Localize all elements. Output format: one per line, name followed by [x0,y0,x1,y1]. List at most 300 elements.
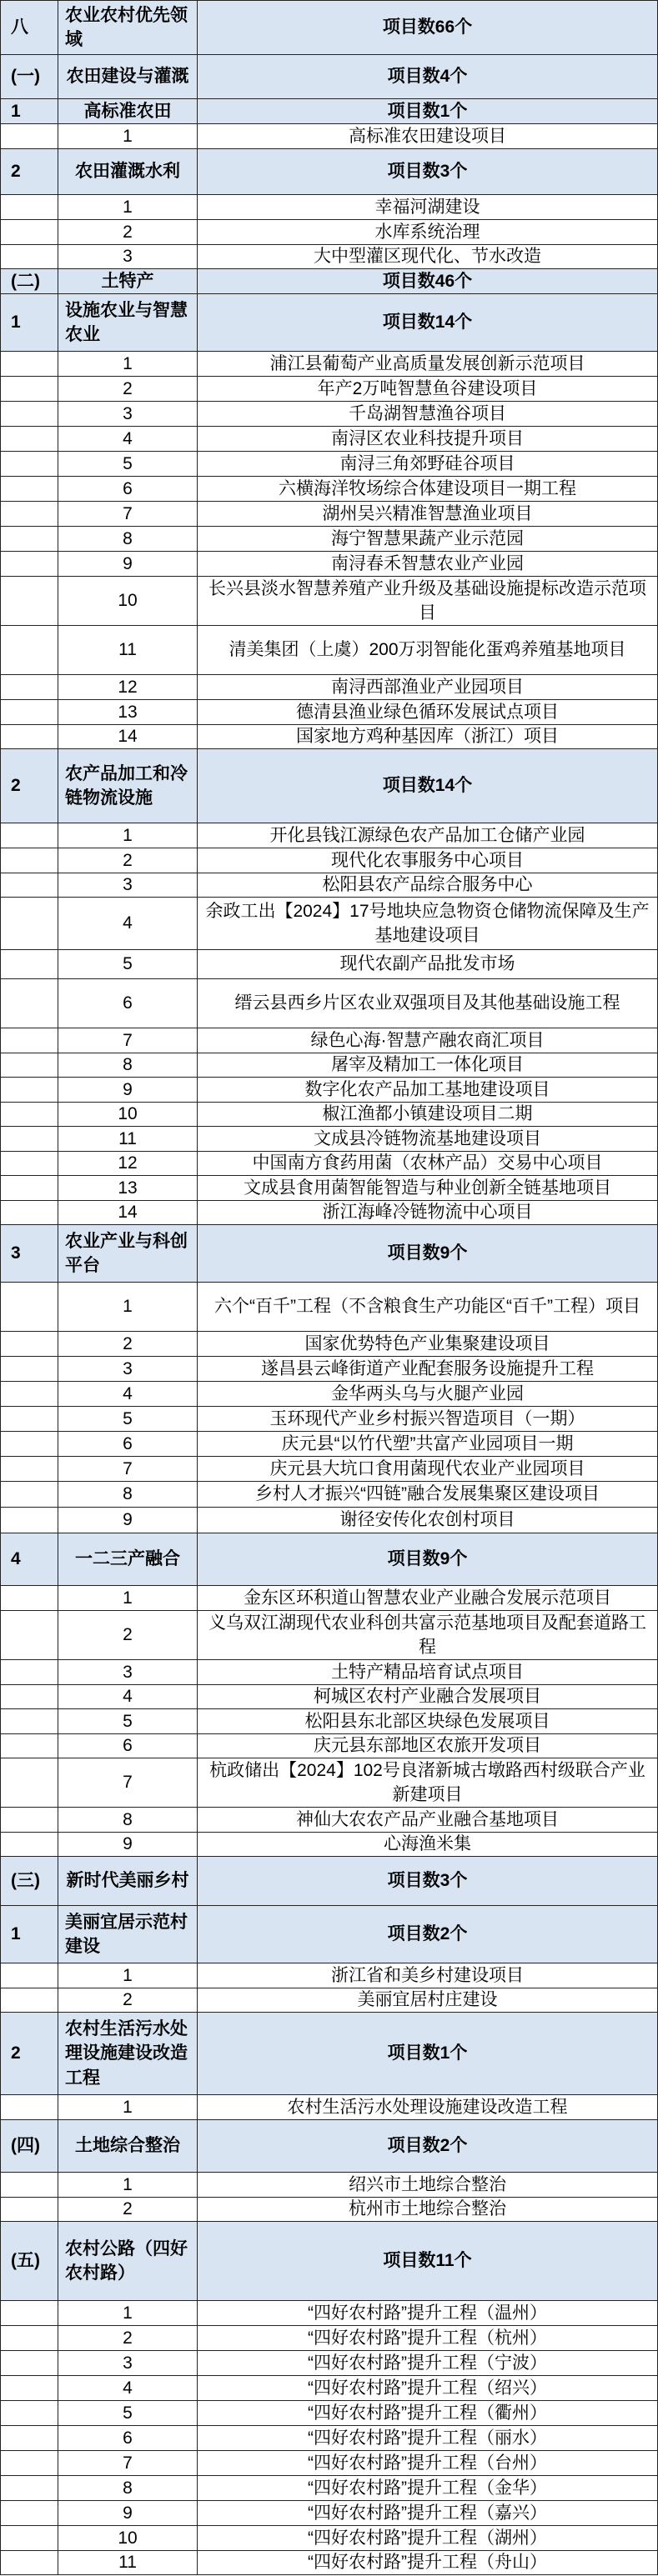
item-number [58,1382,198,1407]
empty-cell [1,1152,58,1176]
item-name-text: “四好农村路”提升工程（绍兴） [308,2378,547,2398]
item-row [1,873,658,898]
item-number-text: 11 [118,2553,137,2573]
item-name [198,2198,658,2222]
subcategory-project-count-text: 项目数9个 [387,1243,468,1263]
subcategory-number-text: 3 [11,1243,21,1263]
item-number-text: 7 [123,1030,133,1050]
empty-cell [1,1685,58,1709]
item-name [198,1758,658,1808]
item-name [198,1734,658,1758]
item-number [58,2476,198,2501]
item-number-text: 13 [118,702,138,722]
item-number [58,626,198,675]
item-number [58,577,198,626]
item-name-text: “四好农村路”提升工程（温州） [308,2303,547,2323]
category-number-text: (二) [11,271,40,291]
item-number-text: 8 [123,2478,133,2498]
item-name-text: 松阳县东北部区块绿色发展项目 [304,1711,550,1731]
category-number [1,2222,58,2301]
item-number [58,2198,198,2222]
item-name [198,626,658,675]
item-name-text: 浙江海峰冷链物流中心项目 [322,1203,533,1223]
empty-cell [1,2551,58,2575]
item-number-text: 9 [123,1510,133,1530]
item-name [198,2326,658,2351]
item-name [198,402,658,427]
item-name [198,1382,658,1407]
category-project-count [198,2120,658,2173]
category-name-text: 农田建设与灌溉 [66,67,189,87]
item-name-text: 美丽宜居村庄建设 [357,1990,498,2010]
item-name-text: 庆元县大坑口食用菌现代农业产业园项目 [269,1458,585,1478]
item-number-text: 2 [123,378,133,398]
item-row [1,1586,658,1611]
item-name-text: 缙云县西乡片区农业双强项目及其他基础设施工程 [234,993,620,1013]
empty-cell [1,2376,58,2401]
item-name-text: 乡村人才振兴“四链”融合发展集聚区建设项目 [255,1484,600,1504]
item-number [58,1611,198,1660]
item-number-text: 7 [123,1773,133,1793]
item-name-text: “四好农村路”提升工程（舟山） [308,2553,547,2573]
item-number [58,2501,198,2526]
empty-cell [1,873,58,898]
item-row [1,124,658,149]
item-number [58,2376,198,2401]
item-number [58,245,198,269]
empty-cell [1,700,58,725]
item-number [58,1988,198,2013]
item-number [58,452,198,477]
subcategory-number [1,99,58,124]
subcategory-number [1,2013,58,2095]
item-name [198,2526,658,2551]
empty-cell [1,1176,58,1201]
item-number-text: 5 [123,1408,133,1428]
item-row [1,477,658,502]
item-number-text: 1 [123,825,133,845]
item-number-text: 9 [123,1079,133,1099]
item-number [58,1808,198,1833]
item-name-text: “四好农村路”提升工程（嘉兴） [308,2503,547,2523]
item-number [58,675,198,700]
item-name [198,1028,658,1053]
item-number-text: 8 [123,1484,133,1504]
subcategory-number-text: 1 [11,101,21,121]
item-number-text: 5 [123,954,133,974]
empty-cell [1,452,58,477]
item-name-text: 屠宰及精加工一体化项目 [331,1055,524,1075]
subcategory-number-text: 1 [11,1924,21,1944]
item-row [1,195,658,220]
item-name [198,700,658,725]
item-row [1,1482,658,1508]
item-name [198,2401,658,2426]
empty-cell [1,245,58,269]
subcategory-project-count-text: 项目数1个 [387,2043,468,2063]
empty-cell [1,124,58,149]
item-name [198,2301,658,2326]
item-name [198,1963,658,1988]
item-number-text: 2 [123,2328,133,2348]
item-number-text: 2 [123,2199,133,2219]
item-name-text: 绿色心海·智慧产融农商汇项目 [310,1030,545,1050]
item-number-text: 12 [118,677,138,697]
item-row [1,1611,658,1660]
item-number [58,195,198,220]
empty-cell [1,1988,58,2013]
item-name-text: “四好农村路”提升工程（杭州） [308,2328,547,2348]
subcategory-row [1,2013,658,2095]
empty-cell [1,2301,58,2326]
item-row [1,823,658,848]
item-name-text: 松阳县农产品综合服务中心 [322,875,533,895]
item-name-text: 千岛湖智慧渔谷项目 [349,403,506,423]
item-row [1,577,658,626]
subcategory-project-count-text: 项目数14个 [382,776,473,796]
item-name [198,124,658,149]
item-number-text: 1 [123,1588,133,1608]
category-project-count-text: 项目数2个 [387,2136,468,2156]
item-name-text: 六横海洋牧场综合体建设项目一期工程 [279,478,576,498]
item-number-text: 7 [123,503,133,523]
item-name [198,2451,658,2476]
item-row [1,898,658,950]
empty-cell [1,675,58,700]
category-number [1,55,58,99]
item-number [58,1103,198,1127]
empty-cell [1,1407,58,1432]
item-name-text: “四好农村路”提升工程（湖州） [308,2528,547,2548]
item-number-text: 3 [123,875,133,895]
subcategory-name [58,149,198,195]
item-number-text: 7 [123,1458,133,1478]
item-number [58,2451,198,2476]
empty-cell [1,725,58,749]
item-number-text: 11 [118,1128,137,1148]
subcategory-project-count [198,294,658,352]
item-name [198,1103,658,1127]
item-number [58,2551,198,2575]
empty-cell [1,220,58,245]
item-row [1,245,658,269]
section-project-count-text: 项目数66个 [382,18,473,38]
item-number-text: 1 [123,126,133,146]
category-name [58,2120,198,2173]
item-name [198,1482,658,1508]
category-name-text: 土特产 [101,271,154,291]
subcategory-number-text: 1 [11,313,21,333]
item-name-text: 南浔春禾智慧农业产业园 [331,553,524,573]
section-number [1,1,58,55]
item-number-text: 3 [123,403,133,423]
item-name [198,2095,658,2120]
empty-cell [1,427,58,452]
item-row [1,2301,658,2326]
item-name [198,2351,658,2376]
empty-cell [1,823,58,848]
item-name-text: 义乌双江湖现代农业科创共富示范基地项目及配套道路工程 [208,1613,646,1657]
item-number-text: 1 [123,2097,133,2117]
item-row [1,626,658,675]
subcategory-project-count-text: 项目数3个 [387,162,468,182]
item-number [58,823,198,848]
item-name [198,552,658,577]
subcategory-project-count [198,749,658,823]
item-name-text: 遂昌县云峰街道产业配套服务设施提升工程 [261,1358,594,1378]
empty-cell [1,552,58,577]
item-name-text: 数字化农产品加工基地建设项目 [304,1079,550,1099]
section-project-count [198,1,658,55]
item-name [198,950,658,979]
item-number [58,1176,198,1201]
item-row [1,848,658,873]
item-row [1,1457,658,1482]
item-name-text: 南浔区农业科技提升项目 [331,428,524,448]
empty-cell [1,1201,58,1225]
empty-cell [1,626,58,675]
item-number-text: 1 [123,1965,133,1985]
item-name [198,1201,658,1225]
item-row [1,1053,658,1078]
item-row [1,527,658,552]
item-number-text: 11 [118,640,137,660]
item-number-text: 2 [123,222,133,242]
subcategory-project-count [198,2013,658,2095]
category-number-text: (四) [11,2136,40,2156]
item-row [1,1382,658,1407]
item-number-text: 3 [123,1662,133,1682]
item-row [1,1988,658,2013]
item-row [1,1508,658,1533]
category-row [1,269,658,294]
item-name-text: 六个“百千”工程（不含粮食生产功能区“百千”工程）项目 [214,1297,640,1317]
item-number-text: 9 [123,1834,133,1854]
empty-cell [1,979,58,1028]
item-row [1,1201,658,1225]
empty-cell [1,1808,58,1833]
item-name-text: 金东区环积道山智慧农业产业融合发展示范项目 [244,1588,611,1608]
empty-cell [1,2401,58,2426]
subcategory-row [1,294,658,352]
category-name-text: 新时代美丽乡村 [66,1871,189,1891]
item-name [198,1508,658,1533]
item-name-text: 土特产精品培育试点项目 [331,1662,524,1682]
empty-cell [1,950,58,979]
item-row [1,220,658,245]
empty-cell [1,1078,58,1103]
item-number [58,2173,198,2198]
item-row [1,1357,658,1382]
category-row [1,2120,658,2173]
subcategory-row [1,149,658,195]
item-number-text: 6 [123,478,133,498]
item-number-text: 2 [123,850,133,870]
item-name-text: “四好农村路”提升工程（衢州） [308,2403,547,2423]
item-name-text: “四好农村路”提升工程（丽水） [308,2428,547,2448]
category-row [1,55,658,99]
category-name [58,55,198,99]
item-row [1,2376,658,2401]
item-number [58,527,198,552]
item-number [58,2301,198,2326]
subcategory-row [1,1906,658,1963]
item-name-text: 长兴县淡水智慧养殖产业升级及基础设施提标改造示范项目 [208,578,646,623]
section-name-text: 农业农村优先领域 [65,5,188,49]
item-number-text: 8 [123,1809,133,1829]
item-row [1,950,658,979]
item-name [198,2551,658,2575]
item-number [58,1407,198,1432]
item-row [1,452,658,477]
item-name [198,220,658,245]
item-name [198,1808,658,1833]
item-name [198,1078,658,1103]
category-number [1,269,58,294]
item-name [198,502,658,527]
item-row [1,1028,658,1053]
subcategory-number-text: 2 [11,2043,21,2063]
item-number [58,502,198,527]
item-number [58,1152,198,1176]
item-name [198,1685,658,1709]
item-number [58,377,198,402]
item-name [198,577,658,626]
item-number-text: 5 [123,2403,133,2423]
item-name-text: 杭州市土地综合整治 [349,2199,506,2219]
subcategory-name-text: 农业产业与科创平台 [65,1231,188,1275]
subcategory-number [1,1906,58,1963]
item-number [58,1457,198,1482]
item-number [58,1432,198,1457]
empty-cell [1,898,58,950]
subcategory-name-text: 农产品加工和冷链物流设施 [65,763,188,808]
item-row [1,1808,658,1833]
subcategory-name [58,1533,198,1586]
item-name [198,2173,658,2198]
item-name-text: 余政工出【2024】17号地块应急物资仓储物流保障及生产基地建设项目 [205,901,650,945]
item-name-text: 清美集团（上虞）200万羽智能化蛋鸡养殖基地项目 [229,640,626,660]
empty-cell [1,1457,58,1482]
item-number-text: 13 [118,1178,138,1198]
empty-cell [1,1611,58,1660]
empty-cell [1,352,58,377]
item-number-text: 12 [118,1153,138,1173]
item-number [58,1201,198,1225]
subcategory-name [58,1906,198,1963]
item-name-text: 南浔西部渔业产业园项目 [331,677,524,697]
category-project-count-text: 项目数3个 [387,1871,468,1891]
item-number-text: 3 [123,247,133,267]
empty-cell [1,1127,58,1152]
item-name-text: 湖州吴兴精准智慧渔业项目 [322,503,533,523]
subcategory-name-text: 农村生活污水处理设施建设改造工程 [65,2018,188,2088]
item-name-text: 水库系统治理 [374,222,480,242]
item-name-text: 农村生活污水处理设施建设改造工程 [287,2097,568,2117]
subcategory-number [1,149,58,195]
item-number [58,1685,198,1709]
item-row [1,1407,658,1432]
item-name [198,1988,658,2013]
item-number [58,1332,198,1357]
section-name [58,1,198,55]
item-name-text: 文成县冷链物流基地建设项目 [314,1128,541,1148]
item-number [58,848,198,873]
item-number-text: 3 [123,1358,133,1378]
category-name [58,1857,198,1906]
item-name [198,2376,658,2401]
empty-cell [1,1028,58,1053]
item-number-text: 4 [123,913,133,933]
item-number [58,1482,198,1508]
item-row [1,979,658,1028]
item-name-text: 玉环现代产业乡村振兴智造项目（一期） [269,1408,585,1428]
empty-cell [1,1332,58,1357]
item-number [58,1078,198,1103]
item-number [58,1357,198,1382]
item-number-text: 4 [123,1383,133,1403]
item-row [1,1332,658,1357]
empty-cell [1,1963,58,1988]
item-name [198,1432,658,1457]
empty-cell [1,2501,58,2526]
item-row [1,1283,658,1332]
item-number [58,1586,198,1611]
item-name-text: 文成县食用菌智能智造与种业创新全链基地项目 [244,1178,611,1198]
item-name [198,823,658,848]
subcategory-project-count-text: 项目数1个 [387,101,468,121]
item-row [1,352,658,377]
category-project-count [198,55,658,99]
empty-cell [1,2351,58,2376]
item-number-text: 3 [123,2353,133,2373]
item-name [198,527,658,552]
item-number [58,873,198,898]
item-name-text: 金华两头乌与火腿产业园 [331,1383,524,1403]
empty-cell [1,1357,58,1382]
item-name [198,1152,658,1176]
item-number-text: 9 [123,2503,133,2523]
item-row [1,1685,658,1709]
item-number-text: 1 [123,353,133,373]
item-number [58,1833,198,1857]
category-project-count-text: 项目数46个 [382,271,473,291]
item-number [58,220,198,245]
empty-cell [1,1283,58,1332]
category-project-count [198,1857,658,1906]
item-number-text: 5 [123,453,133,473]
empty-cell [1,1382,58,1407]
subcategory-name-text: 农田灌溉水利 [75,162,180,182]
subcategory-project-count-text: 项目数2个 [387,1924,468,1944]
subcategory-project-count-text: 项目数14个 [382,313,473,333]
item-name-text: “四好农村路”提升工程（宁波） [308,2353,547,2373]
item-name [198,1586,658,1611]
item-name-text: 柯城区农村产业融合发展项目 [314,1687,541,1707]
item-name-text: 心海渔米集 [384,1834,471,1854]
subcategory-name-text: 一二三产融合 [75,1549,180,1569]
item-name [198,898,658,950]
item-name [198,1357,658,1382]
empty-cell [1,1482,58,1508]
category-row [1,1857,658,1906]
section-row [1,1,658,55]
section-number-text: 八 [11,18,28,38]
item-name-text: 年产2万吨智慧鱼谷建设项目 [317,378,538,398]
subcategory-project-count-text: 项目数9个 [387,1549,468,1569]
item-number [58,1127,198,1152]
item-number-text: 8 [123,528,133,548]
